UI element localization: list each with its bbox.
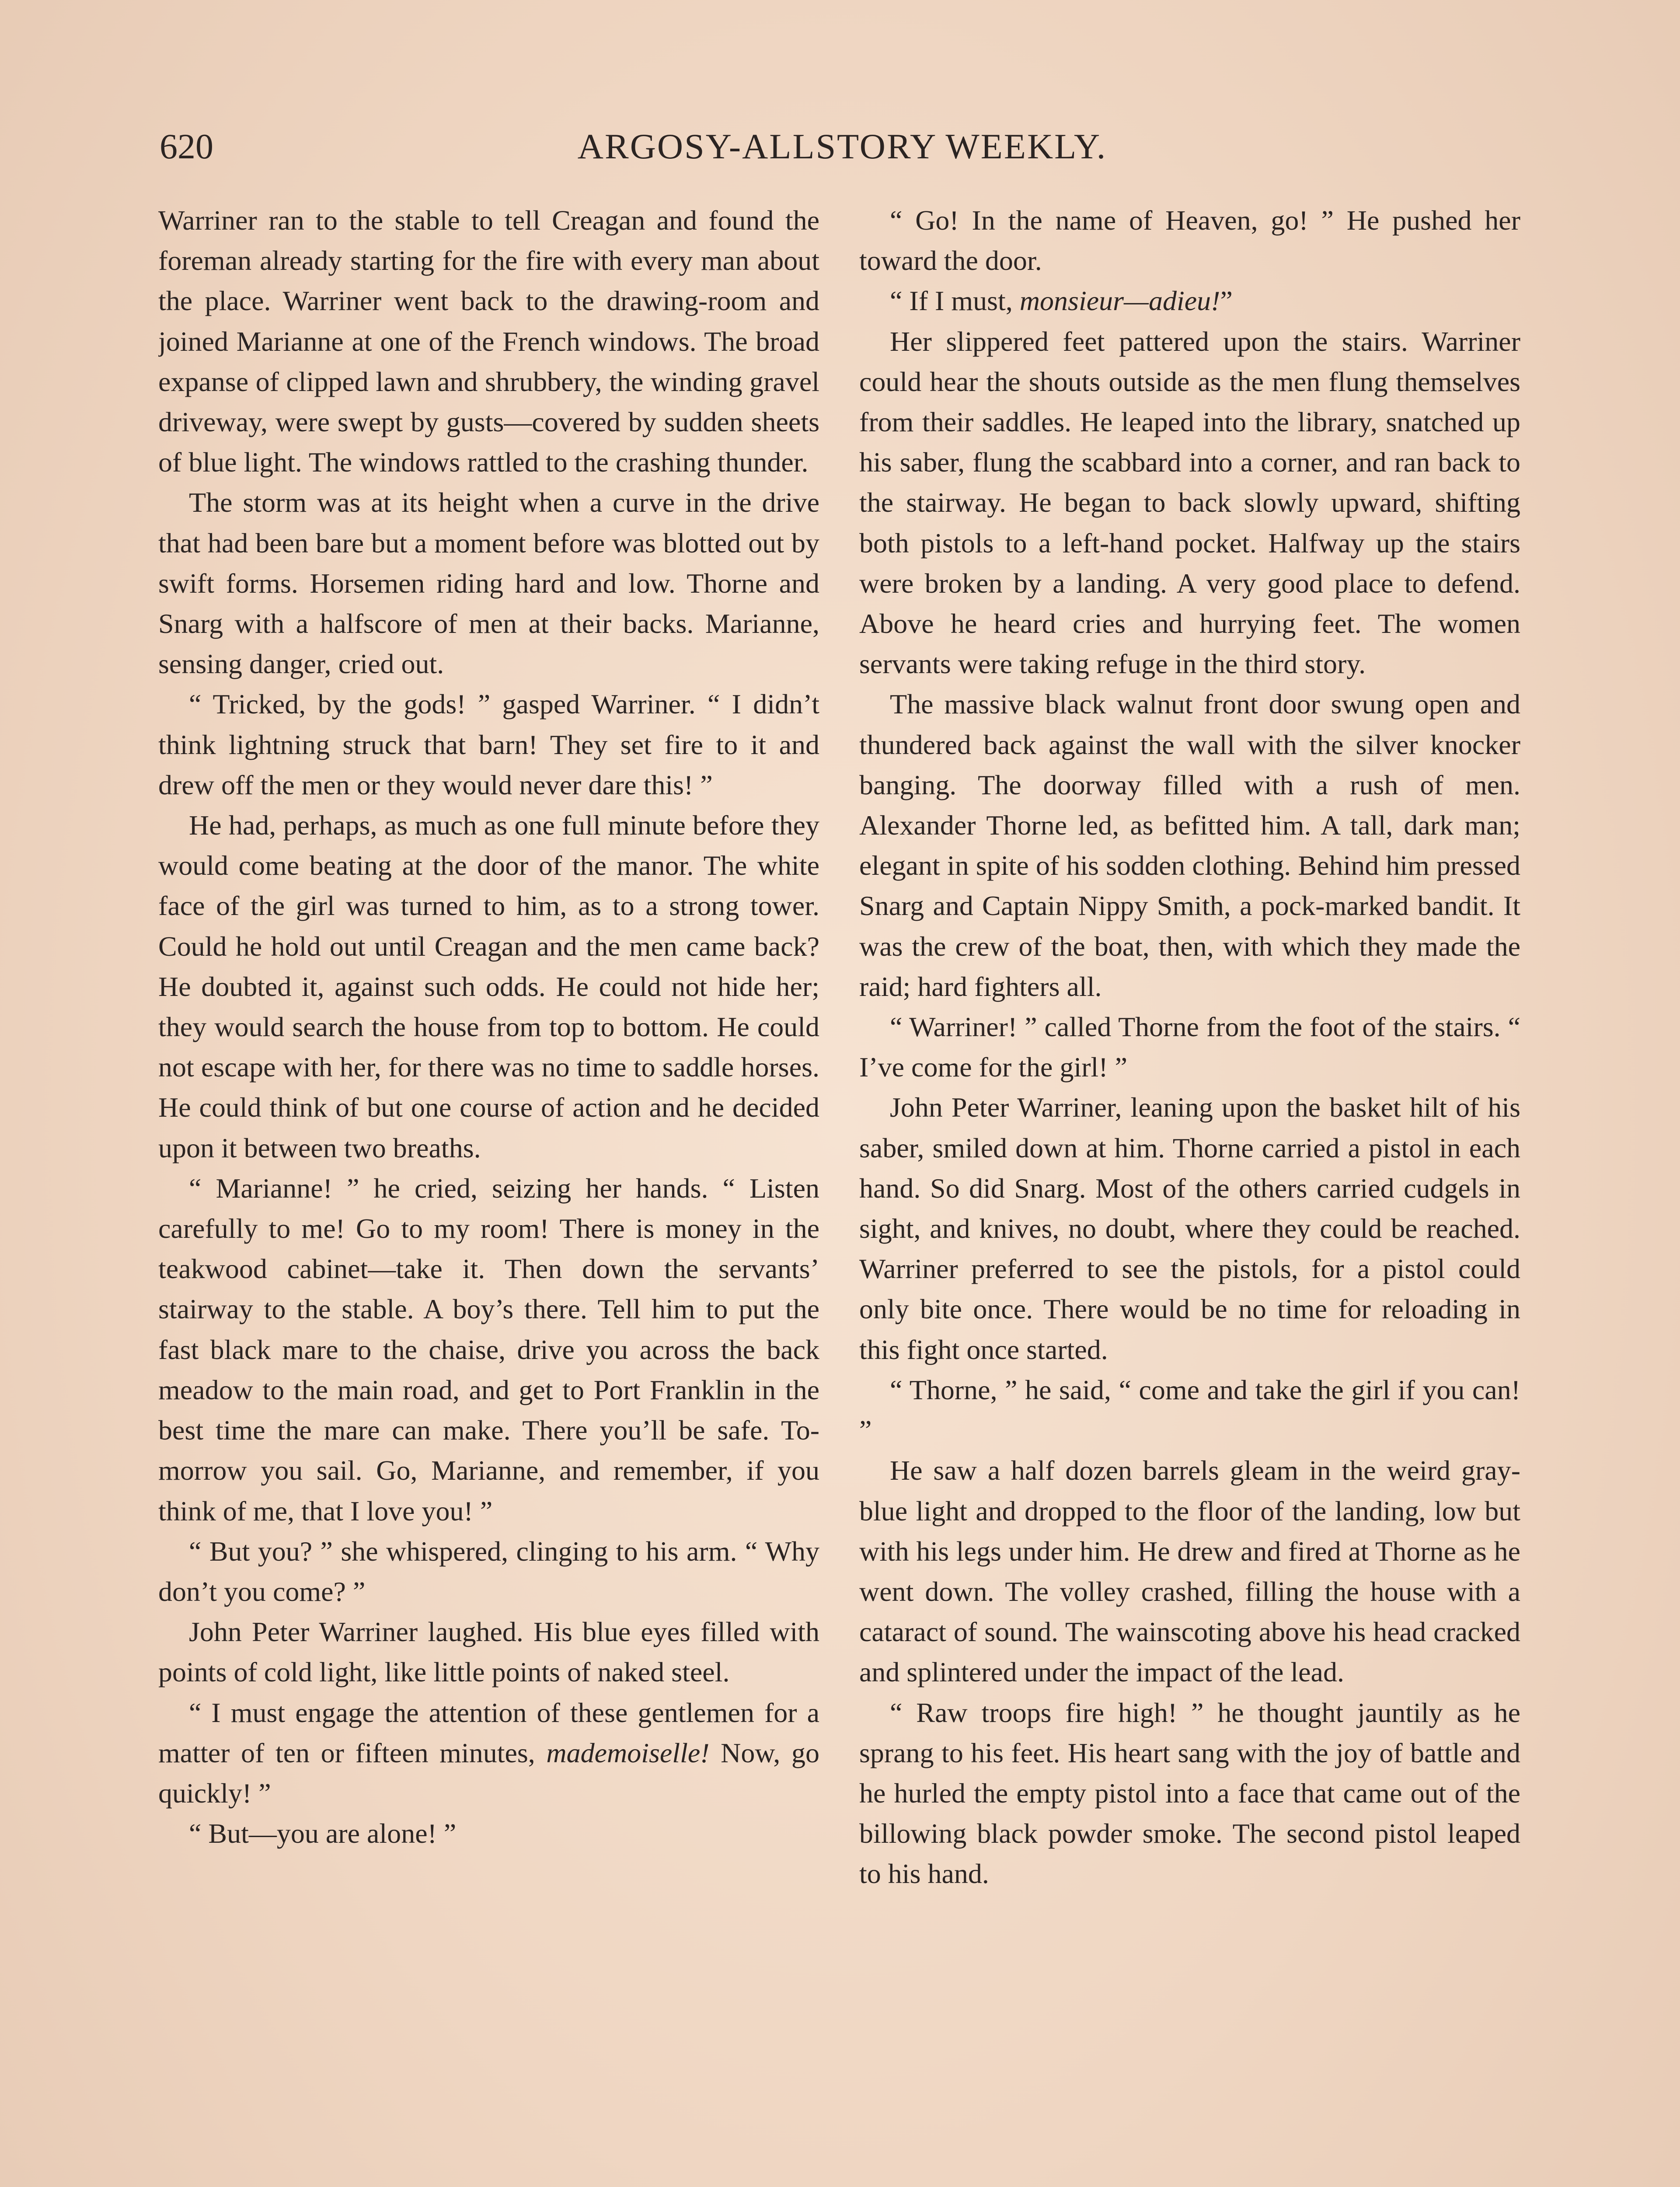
paragraph: The storm was at its height when a curve in the drive that had been bare but a moment before was blotted out by swift forms. Horsemen riding hard and low. Thorne and Snarg with a halfscore of men at their backs. Marianne, sensing danger, cried out.: [158, 487, 819, 680]
paragraph: He saw a half dozen barrels gleam in the weird gray-blue light and dropped to the floor of the landing, low but with his legs under him. He drew and fired at Thorne as he went down. The volley crashed, filling the house with a cataract of sound. The wainscoting above his head cracked and splintered under the impact of the lead.: [859, 1455, 1520, 1688]
paragraph: “ But you? ” she whispered, clinging to his arm. “ Why don’t you come? ”: [158, 1535, 819, 1607]
page-number: 620: [160, 126, 213, 166]
paragraph: He had, perhaps, as much as one full minute before they would come beating at the door of the manor. The white face of the girl was turned to him, as to a strong tower. Could he hold out until Creagan and the men came back? He doubted it, against such odds. He could not hide her; they would search the house from top to bottom. He could not escape with her, for there was no time to saddle horses. He could think of but one course of action and he decided upon it between two breaths.: [158, 810, 819, 1163]
right-column: [859, 200, 1520, 2187]
paragraph: “ Marianne! ” he cried, seizing her hands. “ Listen carefully to me! Go to my room! There is money in the teakwood cabinet—take it. Then down the servants’ stairway to the stable. A boy’s there. Tell him to put the fast black mare to the chaise, drive you across the back meadow to the main road, and get to Port Franklin in the best time the mare can make. There you’ll be safe. To-morrow you sail. Go, Marianne, and remember, if you think of me, that I love you! ”: [158, 1172, 819, 1527]
paragraph: “ If I must, monsieur—adieu!”: [890, 285, 1233, 317]
paragraph: John Peter Warriner, leaning upon the basket hilt of his saber, smiled down at him. Thorne carried a pistol in each hand. So did Snarg. Most of the others carried cudgels in sight, and knives, no doubt, where they could be reached. Warriner preferred to see the pistols, for a pistol could only bite once. There would be no time for reloading in this fight once started.: [859, 1092, 1520, 1365]
paragraph: “ But—you are alone! ”: [189, 1818, 457, 1849]
paragraph: John Peter Warriner laughed. His blue eyes filled with points of cold light, like little points of naked steel.: [158, 1616, 819, 1688]
paragraph: “ Thorne, ” he said, “ come and take the girl if you can! ”: [859, 1374, 1520, 1446]
paragraph: “ Raw troops fire high! ” he thought jauntily as he sprang to his feet. His heart sang with the joy of battle and he hurled the empty pistol into a face that came out of the billowing black powder smoke. The second pistol leaped to his hand.: [859, 1697, 1520, 1890]
paragraph: Her slippered feet pattered upon the stairs. Warriner could hear the shouts outside as the men flung themselves from their saddles. He leaped into the library, snatched up his saber, flung the scabbard into a corner, and ran back to the stairway. He began to back slowly upward, shifting both pistols to a left-hand pocket. Halfway up the stairs were broken by a landing. A very good place to defend. Above he heard cries and hurrying feet. The women servants were taking refuge in the third story.: [859, 325, 1520, 680]
running-title: ARGOSY-ALLSTORY WEEKLY.: [577, 126, 1107, 166]
paragraph: Warriner ran to the stable to tell Creagan and found the foreman already starting for the fire with every man about the place. Warriner went back to the drawing-room and joined Marianne at one of the French windows. The broad expanse of clipped lawn and shrubbery, the winding gravel driveway, were swept by gusts—covered by sudden sheets of blue light. The windows rattled to the crashing thunder.: [158, 205, 819, 478]
paragraph: “ Tricked, by the gods! ” gasped Warriner. “ I didn’t think lightning struck that barn! They set fire to it and drew off the men or they would never dare this! ”: [158, 688, 819, 800]
paragraph: “ Warriner! ” called Thorne from the foot of the stairs. “ I’ve come for the girl! ”: [859, 1011, 1520, 1083]
left-column: [158, 200, 819, 2187]
page-header: [160, 118, 1525, 175]
paragraph: “ I must engage the attention of these gentlemen for a matter of ten or fifteen minutes, mademoiselle! Now, go quickly! ”: [158, 1697, 819, 1809]
paragraph: “ Go! In the name of Heaven, go! ” He pushed her toward the door.: [859, 205, 1520, 276]
paragraph: The massive black walnut front door swung open and thundered back against the wall with the silver knocker banging. The doorway filled with a rush of men. Alexander Thorne led, as befitted him. A tall, dark man; elegant in spite of his sodden clothing. Behind him pressed Snarg and Captain Nippy Smith, a pock-marked bandit. It was the crew of the boat, then, with which they made the raid; hard fighters all.: [859, 688, 1520, 1002]
